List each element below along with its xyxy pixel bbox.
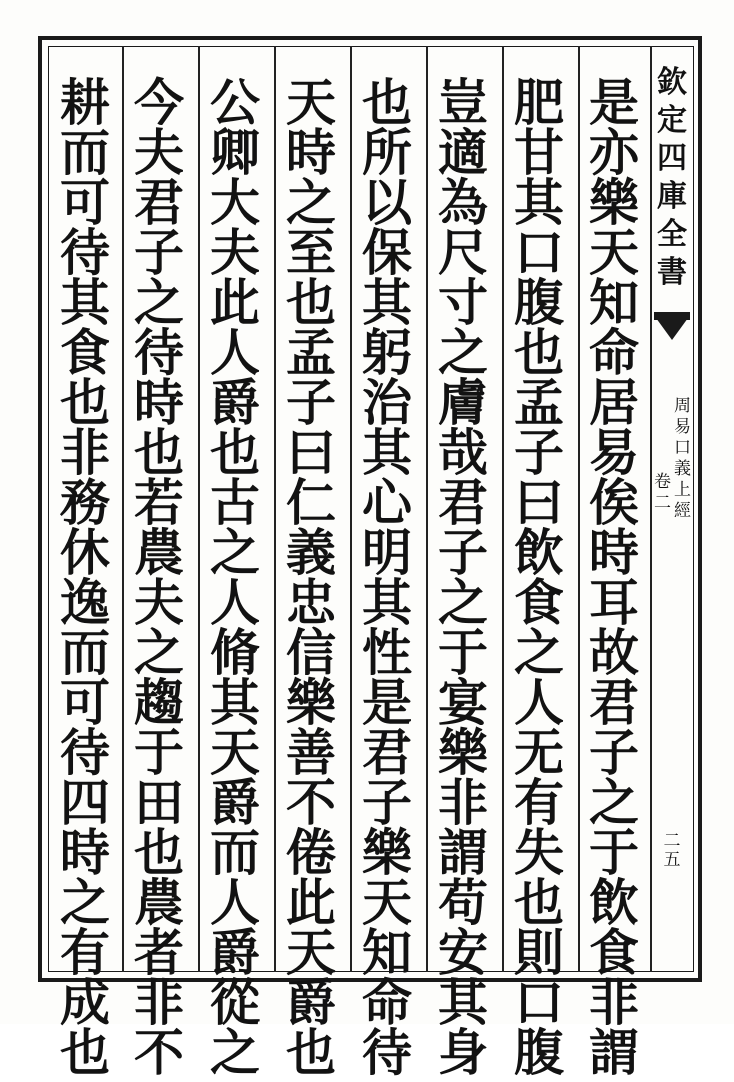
column-character: 此 bbox=[286, 873, 336, 932]
column-character: 苟 bbox=[438, 873, 488, 932]
column-character: 趨 bbox=[134, 673, 184, 732]
column-character: 夫 bbox=[134, 123, 184, 182]
column-character: 之 bbox=[134, 623, 184, 682]
column-character: 適 bbox=[438, 123, 488, 182]
margin-character: 五 bbox=[663, 850, 681, 870]
column-character: 无 bbox=[514, 723, 564, 782]
column-character: 樂 bbox=[438, 723, 488, 782]
column-character: 樂 bbox=[589, 173, 639, 232]
column-character: 君 bbox=[589, 673, 639, 732]
column-character: 命 bbox=[589, 323, 639, 382]
column-character: 天 bbox=[210, 723, 260, 782]
column-character: 古 bbox=[210, 473, 260, 532]
column-character: 樂 bbox=[286, 673, 336, 732]
column-character: 非 bbox=[60, 423, 110, 482]
margin-character: 周 bbox=[674, 396, 691, 416]
column-character: 其 bbox=[362, 573, 412, 632]
column-character: 田 bbox=[134, 773, 184, 832]
column-character: 也 bbox=[60, 1023, 110, 1082]
column-character: 若 bbox=[134, 473, 184, 532]
column-character: 之 bbox=[210, 1023, 260, 1082]
column-character: 宴 bbox=[438, 673, 488, 732]
column-rule bbox=[198, 46, 200, 972]
column-character: 也 bbox=[134, 823, 184, 882]
column-character: 亦 bbox=[589, 123, 639, 182]
column-character: 待 bbox=[60, 723, 110, 782]
column-character: 爵 bbox=[210, 773, 260, 832]
column-character: 倦 bbox=[286, 823, 336, 882]
column-character: 腹 bbox=[514, 1023, 564, 1082]
column-character: 之 bbox=[438, 323, 488, 382]
margin-character: 易 bbox=[674, 417, 691, 437]
column-character: 曰 bbox=[514, 473, 564, 532]
column-character: 有 bbox=[514, 773, 564, 832]
column-character: 信 bbox=[286, 623, 336, 682]
column-character: 知 bbox=[362, 923, 412, 982]
column-character: 故 bbox=[589, 623, 639, 682]
column-character: 也 bbox=[210, 423, 260, 482]
column-character: 爵 bbox=[210, 373, 260, 432]
fishtail-mark bbox=[656, 318, 688, 340]
margin-character: 卷 bbox=[654, 472, 671, 492]
column-character: 非 bbox=[134, 973, 184, 1032]
column-character: 子 bbox=[362, 773, 412, 832]
work-title bbox=[674, 396, 691, 522]
column-character: 食 bbox=[514, 573, 564, 632]
column-character: 之 bbox=[60, 873, 110, 932]
column-character: 之 bbox=[514, 623, 564, 682]
margin-character: 四 bbox=[657, 141, 687, 176]
column-character: 居 bbox=[589, 373, 639, 432]
column-character: 而 bbox=[60, 123, 110, 182]
column-character: 也 bbox=[286, 1023, 336, 1082]
column-character: 腹 bbox=[514, 273, 564, 332]
column-character: 時 bbox=[286, 123, 336, 182]
margin-character: 上 bbox=[674, 480, 691, 500]
column-character: 非 bbox=[438, 773, 488, 832]
column-character: 天 bbox=[362, 873, 412, 932]
column-character: 子 bbox=[589, 723, 639, 782]
column-character: 失 bbox=[514, 823, 564, 882]
column-character: 待 bbox=[60, 223, 110, 282]
column-character: 謂 bbox=[438, 823, 488, 882]
text-column-3 bbox=[430, 73, 496, 1082]
column-character: 其 bbox=[362, 273, 412, 332]
column-character: 曰 bbox=[286, 423, 336, 482]
column-character: 天 bbox=[589, 223, 639, 282]
column-character: 易 bbox=[589, 423, 639, 482]
margin-character: 二 bbox=[654, 493, 671, 513]
column-character: 是 bbox=[362, 673, 412, 732]
column-character: 耳 bbox=[589, 573, 639, 632]
column-character: 所 bbox=[362, 123, 412, 182]
column-character: 義 bbox=[286, 523, 336, 582]
column-character: 俟 bbox=[589, 473, 639, 532]
column-character: 之 bbox=[210, 523, 260, 582]
column-character: 卿 bbox=[210, 123, 260, 182]
column-character: 耕 bbox=[60, 73, 110, 132]
column-character: 不 bbox=[134, 1023, 184, 1082]
column-character: 于 bbox=[134, 723, 184, 782]
column-character: 食 bbox=[60, 323, 110, 382]
column-character: 也 bbox=[514, 873, 564, 932]
column-character: 仁 bbox=[286, 473, 336, 532]
column-character: 于 bbox=[589, 823, 639, 882]
column-rule bbox=[122, 46, 124, 972]
column-character: 孟 bbox=[286, 323, 336, 382]
column-character: 從 bbox=[210, 973, 260, 1032]
column-character: 飲 bbox=[589, 873, 639, 932]
column-character: 君 bbox=[362, 723, 412, 782]
margin-character: 全 bbox=[657, 217, 687, 252]
column-character: 時 bbox=[60, 823, 110, 882]
column-character: 可 bbox=[60, 173, 110, 232]
column-character: 忠 bbox=[286, 573, 336, 632]
column-character: 夫 bbox=[210, 223, 260, 282]
column-character: 命 bbox=[362, 973, 412, 1032]
margin-character: 欽 bbox=[657, 65, 687, 100]
column-rule bbox=[578, 46, 580, 972]
margin-character: 口 bbox=[674, 438, 691, 458]
column-character: 肥 bbox=[514, 73, 564, 132]
margin-strip bbox=[650, 46, 694, 972]
column-character: 安 bbox=[438, 923, 488, 982]
column-character: 農 bbox=[134, 873, 184, 932]
column-character: 知 bbox=[589, 273, 639, 332]
column-character: 人 bbox=[210, 873, 260, 932]
column-character: 食 bbox=[589, 923, 639, 982]
column-character: 其 bbox=[60, 273, 110, 332]
text-column-2 bbox=[506, 73, 572, 1082]
column-rule bbox=[426, 46, 428, 972]
column-rule bbox=[350, 46, 352, 972]
column-character: 為 bbox=[438, 173, 488, 232]
column-character: 子 bbox=[514, 423, 564, 482]
column-character: 性 bbox=[362, 623, 412, 682]
text-column-5 bbox=[278, 73, 344, 1082]
column-character: 而 bbox=[210, 823, 260, 882]
column-character: 子 bbox=[286, 373, 336, 432]
column-character: 時 bbox=[134, 373, 184, 432]
column-character: 則 bbox=[514, 923, 564, 982]
column-character: 時 bbox=[589, 523, 639, 582]
column-character: 樂 bbox=[362, 823, 412, 882]
column-character: 脩 bbox=[210, 623, 260, 682]
column-character: 人 bbox=[210, 573, 260, 632]
column-character: 不 bbox=[286, 773, 336, 832]
text-column-7 bbox=[126, 73, 192, 1082]
column-character: 成 bbox=[60, 973, 110, 1032]
column-character: 農 bbox=[134, 523, 184, 582]
column-character: 口 bbox=[514, 973, 564, 1032]
column-character: 也 bbox=[60, 373, 110, 432]
column-character: 口 bbox=[514, 223, 564, 282]
column-character: 豈 bbox=[438, 73, 488, 132]
column-character: 之 bbox=[286, 173, 336, 232]
column-character: 善 bbox=[286, 723, 336, 782]
column-character: 君 bbox=[438, 473, 488, 532]
margin-character: 義 bbox=[674, 459, 691, 479]
column-character: 其 bbox=[210, 673, 260, 732]
column-character: 也 bbox=[134, 423, 184, 482]
column-rule bbox=[274, 46, 276, 972]
column-character: 尺 bbox=[438, 223, 488, 282]
column-character: 是 bbox=[589, 73, 639, 132]
column-character: 今 bbox=[134, 73, 184, 132]
column-character: 之 bbox=[438, 573, 488, 632]
column-character: 君 bbox=[134, 173, 184, 232]
book-title bbox=[650, 64, 694, 292]
column-character: 以 bbox=[362, 173, 412, 232]
text-column-4 bbox=[354, 73, 420, 1082]
column-character: 甘 bbox=[514, 123, 564, 182]
column-character: 心 bbox=[362, 473, 412, 532]
column-character: 可 bbox=[60, 673, 110, 732]
margin-character: 二 bbox=[663, 831, 681, 851]
column-character: 天 bbox=[286, 73, 336, 132]
column-character: 子 bbox=[134, 223, 184, 282]
column-character: 公 bbox=[210, 73, 260, 132]
column-character: 非 bbox=[589, 973, 639, 1032]
column-character: 也 bbox=[286, 273, 336, 332]
column-rule bbox=[502, 46, 504, 972]
column-character: 四 bbox=[60, 773, 110, 832]
page-number bbox=[654, 832, 690, 870]
column-character: 保 bbox=[362, 223, 412, 282]
column-character: 也 bbox=[362, 73, 412, 132]
column-character: 待 bbox=[134, 323, 184, 382]
column-character: 其 bbox=[438, 973, 488, 1032]
column-character: 其 bbox=[362, 423, 412, 482]
column-character: 明 bbox=[362, 523, 412, 582]
column-character: 人 bbox=[514, 673, 564, 732]
column-character: 之 bbox=[589, 773, 639, 832]
column-character: 飲 bbox=[514, 523, 564, 582]
column-character: 子 bbox=[438, 523, 488, 582]
column-character: 哉 bbox=[438, 423, 488, 482]
column-character: 躬 bbox=[362, 323, 412, 382]
juan-label bbox=[654, 472, 671, 514]
column-character: 治 bbox=[362, 373, 412, 432]
column-character: 爵 bbox=[286, 973, 336, 1032]
column-character: 人 bbox=[210, 323, 260, 382]
text-column-8 bbox=[52, 73, 118, 1082]
text-column-1 bbox=[581, 73, 647, 1082]
column-character: 有 bbox=[60, 923, 110, 982]
margin-character: 經 bbox=[674, 501, 691, 521]
column-character: 膚 bbox=[438, 373, 488, 432]
column-character: 休 bbox=[60, 523, 110, 582]
column-character: 其 bbox=[514, 173, 564, 232]
text-column-6 bbox=[202, 73, 268, 1082]
column-character: 逸 bbox=[60, 573, 110, 632]
column-character: 者 bbox=[134, 923, 184, 982]
column-character: 也 bbox=[514, 323, 564, 382]
column-character: 大 bbox=[210, 173, 260, 232]
column-character: 務 bbox=[60, 473, 110, 532]
column-character: 待 bbox=[362, 1023, 412, 1082]
column-character: 至 bbox=[286, 223, 336, 282]
column-character: 于 bbox=[438, 623, 488, 682]
column-character: 之 bbox=[134, 273, 184, 332]
column-character: 孟 bbox=[514, 373, 564, 432]
margin-character: 定 bbox=[657, 103, 687, 138]
column-character: 寸 bbox=[438, 273, 488, 332]
margin-character: 書 bbox=[657, 255, 687, 290]
margin-character: 庫 bbox=[657, 179, 687, 214]
column-character: 而 bbox=[60, 623, 110, 682]
column-character: 此 bbox=[210, 273, 260, 332]
column-character: 謂 bbox=[589, 1023, 639, 1082]
column-character: 爵 bbox=[210, 923, 260, 982]
column-character: 身 bbox=[438, 1023, 488, 1082]
column-character: 夫 bbox=[134, 573, 184, 632]
column-character: 天 bbox=[286, 923, 336, 982]
